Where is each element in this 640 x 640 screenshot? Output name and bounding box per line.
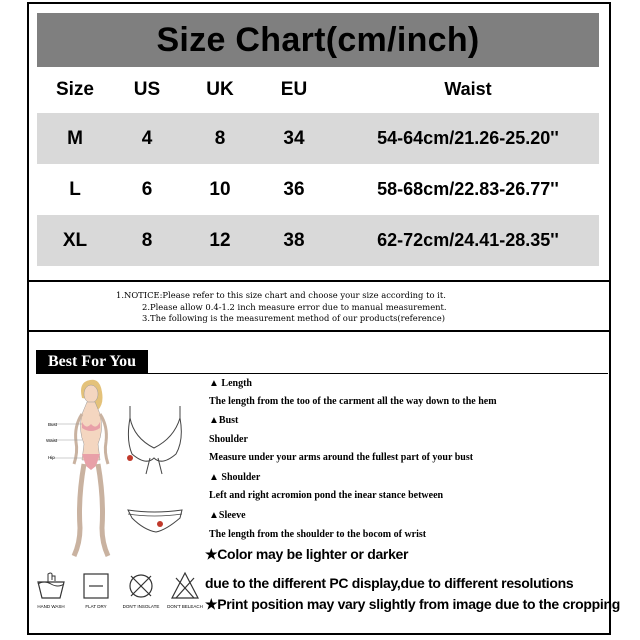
size-table: [37, 66, 599, 266]
header-uk: UK: [206, 78, 234, 100]
notice-line: 3.The following is the measurement method of our products(reference): [142, 313, 445, 323]
best-for-you-badge: Best For You: [36, 350, 148, 374]
cell-uk: 12: [209, 229, 231, 251]
flat-dry-icon: [77, 570, 115, 602]
note-display: due to the different PC display,due to different resolutions: [205, 575, 574, 591]
header-size: Size: [55, 78, 95, 100]
header-us: US: [133, 78, 161, 100]
section-divider: [29, 280, 609, 282]
label-waist: Waist: [46, 438, 58, 443]
figure-illustration: [34, 378, 204, 568]
desc-sleeve-heading: ▲Sleeve: [209, 510, 246, 521]
desc-length-heading: ▲ Length: [209, 378, 252, 389]
notice-line: 1.NOTICE:Please refer to this size chart and choose your size according to it.: [116, 290, 446, 300]
care-label-hand-wash: HAND WASH: [37, 604, 65, 609]
label-bust: Bust: [48, 422, 58, 427]
note-print: ★Print position may vary slightly from image due to the cropping: [205, 596, 620, 612]
dont-insolate-icon: [122, 570, 160, 602]
title-bar: [37, 13, 599, 67]
care-label-dont-bleach: DON'T BELEACH: [167, 604, 203, 609]
note-color: ★Color may be lighter or darker: [205, 546, 409, 562]
label-hip: Hip: [48, 455, 55, 460]
cell-us: 6: [141, 178, 153, 200]
cell-eu: 34: [283, 127, 305, 149]
desc-sleeve-text: The length from the shoulder to the bocom of wrist: [209, 529, 427, 540]
desc-length-text: The length from the too of the carment all the way down to the hem: [209, 396, 497, 407]
cell-us: 4: [141, 127, 153, 149]
desc-bust-heading: ▲Bust: [209, 415, 239, 426]
notice-line: 2.Please allow 0.4-1.2 inch measure error due to manual measurement.: [142, 301, 447, 312]
desc-bust-text: Measure under your arms around the fullest part of your bust: [209, 452, 474, 463]
cell-eu: 36: [283, 178, 305, 200]
table-row: [37, 215, 599, 266]
cell-waist: 62-72cm/24.41-28.35'': [377, 230, 559, 250]
cell-size: XL: [62, 229, 88, 251]
hand-wash-icon: [32, 570, 70, 602]
table-header-row: [37, 66, 599, 113]
cell-uk: 10: [209, 178, 231, 200]
cell-size: L: [69, 178, 81, 200]
table-row: [37, 164, 599, 215]
bikini-bottom-outline-icon: [128, 510, 182, 532]
cell-uk: 8: [214, 127, 226, 149]
desc-shoulder-heading: ▲ Shoulder: [209, 472, 261, 483]
notice-block: [40, 290, 600, 325]
cell-size: M: [67, 127, 83, 149]
cell-waist: 58-68cm/22.83-26.77'': [377, 179, 559, 199]
header-waist: Waist: [444, 79, 492, 99]
section-divider: [29, 330, 609, 332]
bra-outline-icon: [127, 406, 181, 474]
dont-bleach-icon: [166, 570, 204, 602]
care-label-dont-insolate: DON'T INSOLATE: [122, 604, 160, 609]
body-figure-icon: [50, 380, 108, 556]
desc-shoulder-text: Left and right acromion pond the inear stance between: [209, 490, 444, 501]
badge-underline: [148, 373, 608, 374]
header-eu: EU: [280, 78, 308, 100]
cell-eu: 38: [283, 229, 305, 251]
cell-us: 8: [141, 229, 153, 251]
desc-bust-sub: Shoulder: [209, 434, 248, 445]
care-label-flat-dry: FLAT DRY: [85, 604, 107, 609]
table-row: [37, 113, 599, 164]
cell-waist: 54-64cm/21.26-25.20'': [377, 128, 559, 148]
page-title: Size Chart(cm/inch): [156, 20, 480, 59]
